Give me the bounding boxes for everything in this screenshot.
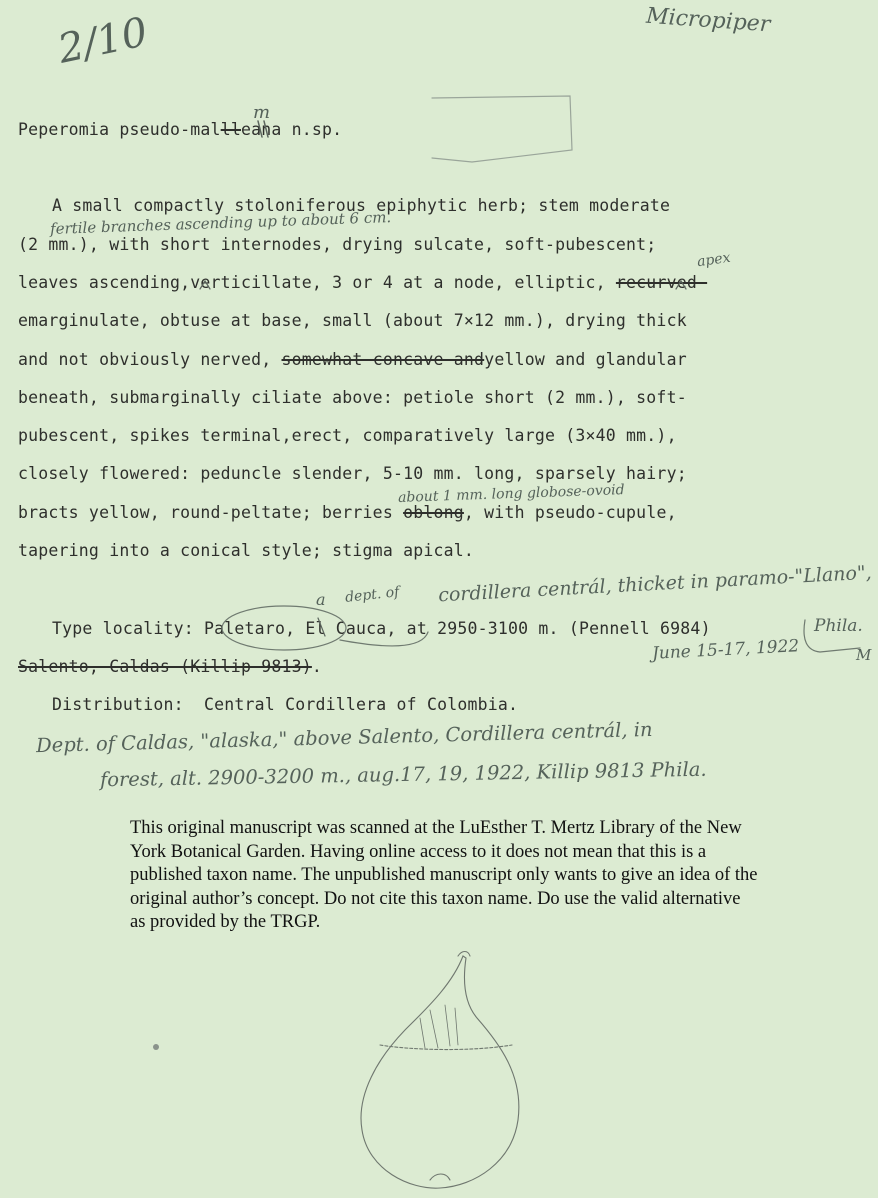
description-line-3-struck: recurved- xyxy=(615,273,708,292)
description-line-5-text-a: and not obviously nerved, xyxy=(18,350,272,369)
pencil-bracket xyxy=(432,96,572,162)
title-struck-letters: ll xyxy=(220,120,241,139)
apex-caret-mark xyxy=(676,281,686,289)
description-line-8: closely flowered: peduncle slender, 5-10 mm. long, sparsely hairy; xyxy=(18,464,687,483)
caldas-annotation-line-2: forest, alt. 2900-3200 m., aug.17, 19, 1922, Killip 9813 Phila. xyxy=(99,757,707,792)
caldas-annotation-line-1: Dept. of Caldas, "alaska," above Salento, Cordillera centrál, in xyxy=(35,717,653,758)
description-line-5-struck: somewhat concave and xyxy=(281,350,485,369)
pencil-dot xyxy=(153,1044,159,1050)
phila-mark-annotation: M xyxy=(856,646,872,664)
description-line-1: A small compactly stoloniferous epiphytic herb; stem moderate xyxy=(52,196,671,215)
type-locality-period: . xyxy=(311,657,323,676)
distribution-line: Distribution: Central Cordillera of Colombia. xyxy=(52,695,519,714)
title-insert-annotation: m xyxy=(253,102,271,123)
description-line-2: (2 mm.), with short internodes, drying sulcate, soft-pubescent; xyxy=(18,235,657,254)
locality-slash xyxy=(318,618,325,636)
description-line-9-struck: oblong xyxy=(403,503,464,522)
type-locality-line: Type locality: Paletaro, El Cauca, at 2950-3100 m. (Pennell 6984) xyxy=(52,619,711,638)
description-line-4: emarginulate, obtuse at base, small (about 7×12 mm.), drying thick xyxy=(18,311,687,330)
fertile-branches-annotation: fertile branches ascending up to about 6 cm. xyxy=(49,208,392,238)
library-notice-text: This original manuscript was scanned at the LuEsther T. Mertz Library of the New York Botanical Garden. Having online access to it does not mean that this is a published taxon name. The unpublished manuscript only wants to give an idea of the original author’s concept. Do not cite this taxon name. Do use the valid alternative as provided by the TRGP. xyxy=(130,818,758,932)
description-line-3-text: leaves ascending,verticillate, 3 or 4 at a node, elliptic, xyxy=(18,273,606,292)
description-line-9-text-a: bracts yellow, round-peltate; berries xyxy=(18,503,393,522)
locality-insert-a: a xyxy=(316,590,326,609)
collection-date-annotation: June 15-17, 1922 xyxy=(651,636,800,664)
caret-mark xyxy=(200,281,210,289)
dept-insert-annotation: dept. of xyxy=(344,584,401,606)
fruit-sketch xyxy=(361,952,519,1189)
locality-note-annotation: cordillera centrál, thicket in paramo-"Llano", xyxy=(437,561,873,607)
date-bracket xyxy=(804,620,860,652)
berries-insert-annotation: about 1 mm. long globose-ovoid xyxy=(397,482,625,506)
description-line-7: pubescent, spikes terminal,erect, comparatively large (3×40 mm.), xyxy=(18,426,677,445)
description-line-5-text-b: yellow and glandular xyxy=(484,350,687,369)
description-line-6: beneath, submarginally ciliate above: petiole short (2 mm.), soft- xyxy=(18,388,687,407)
apex-insert-annotation: apex xyxy=(696,249,732,271)
paletaro-loop xyxy=(222,606,346,650)
phila-annotation-1: Phila. xyxy=(814,616,863,636)
locality-arrow xyxy=(340,632,428,646)
title-check-mark xyxy=(258,121,268,137)
corner-number-annotation: 2/10 xyxy=(54,9,152,73)
description-line-9-text-b: , with pseudo-cupule, xyxy=(463,503,677,522)
type-locality-struck: Salento, Caldas (Killip 9813) xyxy=(18,657,312,676)
genus-group-annotation: Micropiper xyxy=(645,3,772,38)
title-part-1: Peperomia pseudo-mal xyxy=(18,120,221,139)
title-part-2: eana n.sp. xyxy=(240,120,343,139)
description-line-10: tapering into a conical style; stigma apical. xyxy=(18,541,475,560)
